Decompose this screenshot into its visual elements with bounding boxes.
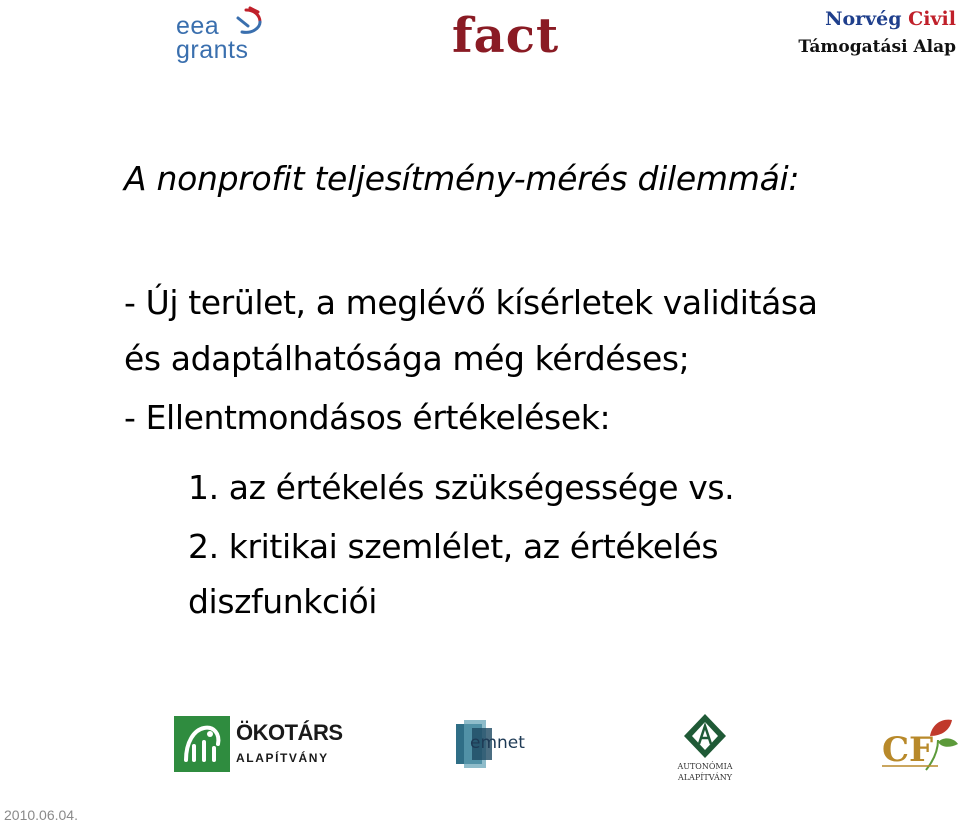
autonomia-logo (668, 712, 742, 784)
okotars-emblem-icon (174, 716, 230, 772)
eea-grants-logo (176, 6, 276, 66)
eea-logo-line1: eea (176, 12, 220, 40)
slide-line: - Új terület, a meglévő kísérletek validitása (124, 283, 818, 322)
slide-line: - Ellentmondásos értékelések: (124, 398, 611, 437)
norveg-word: Norvég (825, 8, 902, 30)
cf-text: CF (882, 730, 934, 770)
norveg-civil-title (825, 6, 956, 32)
autonomia-emblem-icon (682, 712, 728, 760)
autonomia-name: AUTONÓMIA (677, 762, 733, 771)
norveg-civil-subtitle: Támogatási Alap (798, 37, 956, 57)
eea-logo-line2: grants (176, 36, 249, 64)
fact-logo: fact (452, 8, 560, 64)
eea-swirl-icon (228, 6, 264, 38)
okotars-logo (174, 716, 343, 772)
footer-date: 2010.06.04. (4, 807, 78, 823)
slide-line: és adaptálhatósága még kérdéses; (124, 339, 690, 378)
slide-line: 2. kritikai szemlélet, az értékelés (188, 527, 719, 566)
emnet-text: emnet (470, 733, 525, 753)
cf-logo (878, 714, 960, 774)
slide-line: 1. az értékelés szükségessége vs. (188, 468, 735, 507)
emnet-logo (456, 720, 532, 768)
slide-title: A nonprofit teljesítmény-mérés dilemmái: (124, 159, 800, 198)
autonomia-subtitle: ALAPÍTVÁNY (677, 773, 733, 782)
okotars-name: ÖKOTÁRS (236, 720, 343, 745)
okotars-subtitle: ALAPÍTVÁNY (236, 751, 329, 765)
norveg-civil-logo (760, 6, 958, 62)
slide-line: diszfunkciói (188, 582, 378, 621)
civil-word: Civil (908, 8, 956, 30)
